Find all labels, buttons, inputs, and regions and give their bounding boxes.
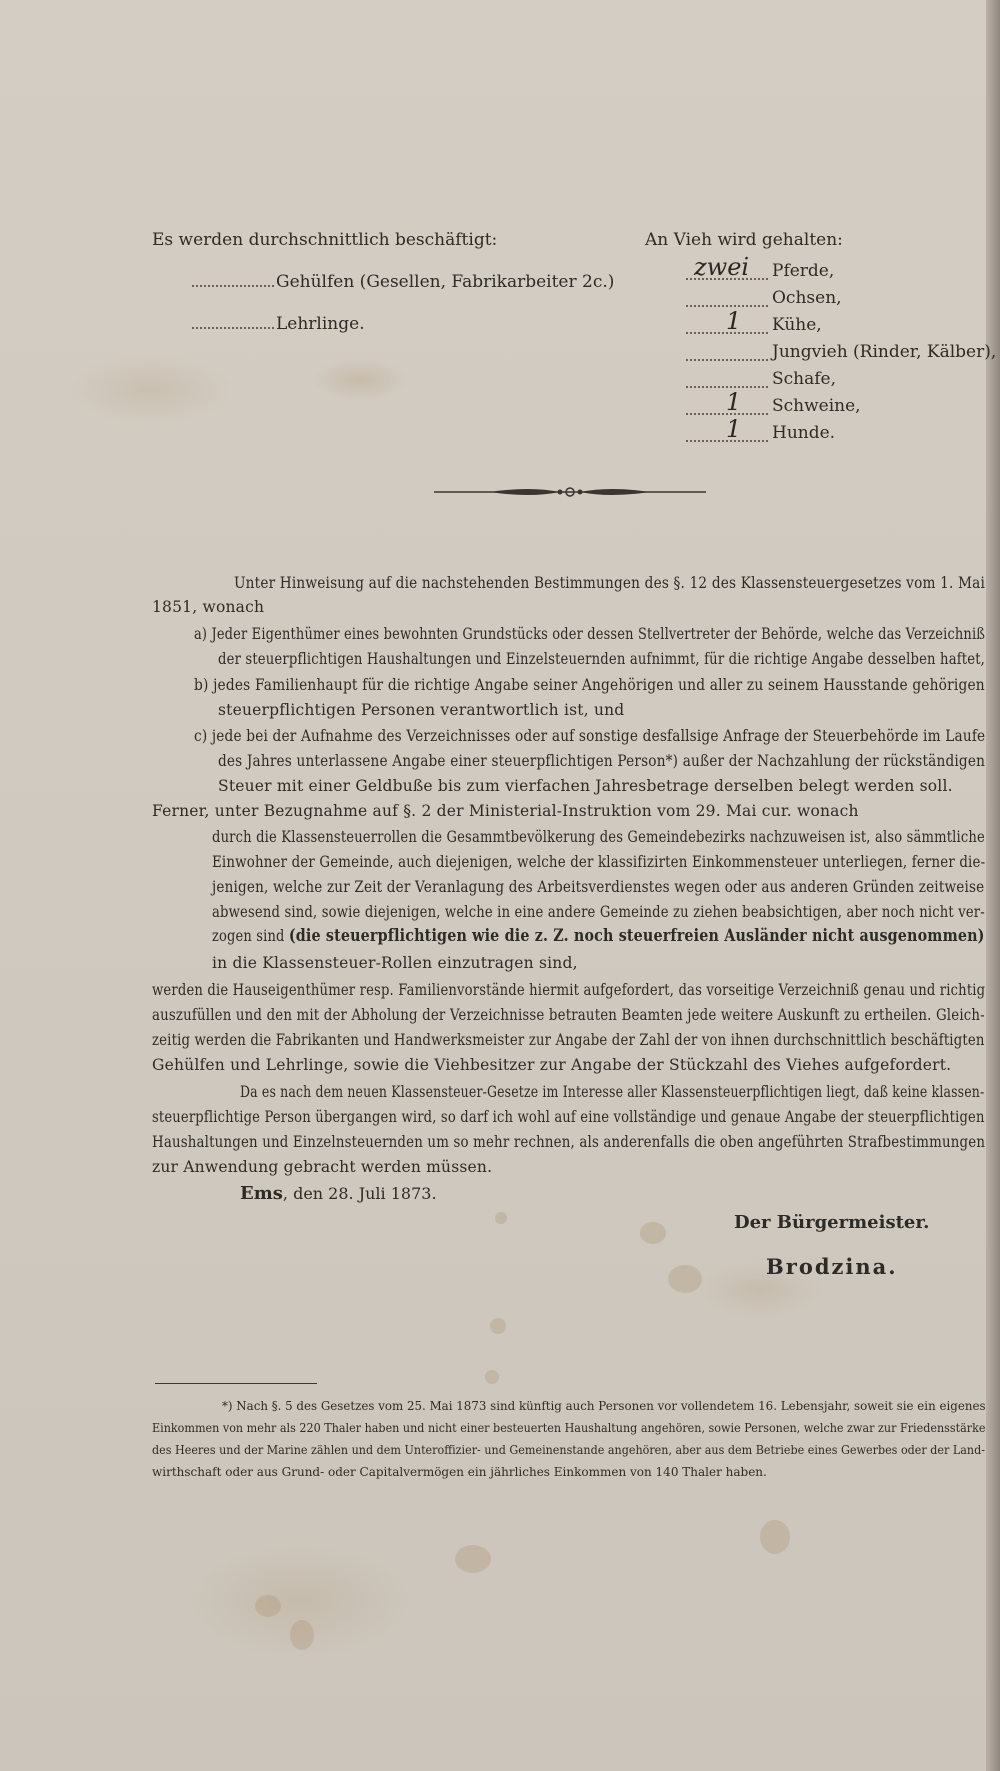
handwritten-count: 1 [726, 307, 742, 335]
closing-line-1: Da es nach dem neuen Klassensteuer-Gesetze im Interesse aller Klassensteuerpflichtigen liegt, daß keine klassen- [240, 1083, 985, 1101]
stain [668, 1265, 702, 1293]
closing-line-4: zur Anwendung gebracht werden müssen. [152, 1158, 493, 1176]
stain [495, 1212, 507, 1224]
census-line-6: in die Klassensteuer-Rollen einzutragen sind, [212, 954, 578, 972]
request-line-3: zeitig werden die Fabrikanten und Handwerksmeister zur Angabe der Zahl der von ihnen durchschnittlich beschäftigten [152, 1031, 985, 1049]
item-c-line-3: Steuer mit einer Geldbuße bis zum vierfachen Jahresbetrage derselben belegt werden soll. [218, 777, 953, 795]
request-line-2: auszufüllen und den mit der Abholung der Verzeichnisse betrauten Beamten jede weitere Auskunft zu ertheilen. Gleich- [152, 1006, 985, 1024]
employees-row-apprentices: Lehrlinge. [192, 316, 365, 333]
census-line-3: jenigen, welche zur Zeit der Veranlagung des Arbeitsverdienstes wegen oder aus anderen Gründen zeitweise [212, 878, 985, 896]
census-line-5: zogen sind (die steuerpflichtigen wie die z. Z. noch steuerfreien Ausländer nicht ausgenommen) [212, 926, 985, 946]
intro-line-1: Unter Hinweisung auf die nachstehenden Bestimmungen des §. 12 des Klassensteuergesetzes vom 1. Mai [234, 574, 986, 592]
item-c-line-2: des Jahres unterlassene Angabe einer steuerpflichtigen Person*) außer der Nachzahlung der rückständigen [218, 752, 986, 770]
item-a-line-2: der steuerpflichtigen Haushaltungen und Einzelsteuernden aufnimmt, für die richtige Angabe desselben haftet, [218, 650, 986, 668]
handwritten-count: zwei [694, 253, 750, 281]
blank-line [192, 326, 274, 329]
foreigners-emphasis: (die steuerpflichtigen wie die z. Z. noch steuerfreien Ausländer nicht ausgenommen) [288, 926, 985, 946]
blank-line [686, 358, 768, 361]
mayor-title: Der Bürgermeister. [734, 1212, 930, 1233]
item-a-line-1: a) Jeder Eigenthümer eines bewohnten Grundstücks oder dessen Stellvertreter der Behörde, welche das Verzeichniß [194, 625, 986, 643]
stain [485, 1370, 499, 1384]
stain [760, 1520, 790, 1554]
page-edge-shadow [986, 0, 1000, 1771]
further-line: Ferner, unter Bezugnahme auf §. 2 der Ministerial-Instruktion vom 29. Mai cur. wonach [152, 802, 859, 820]
handwritten-count: 1 [726, 415, 742, 443]
stain [290, 1620, 314, 1650]
stain [455, 1545, 491, 1573]
closing-line-3: Haushaltungen und Einzelnsteuernden um so mehr rechnen, als anderenfalls die oben angeführten Strafbestimmungen [152, 1133, 986, 1151]
footnote-line-4: wirthschaft oder aus Grund- oder Capitalvermögen ein jährliches Einkommen von 140 Thaler haben. [152, 1465, 767, 1479]
mayor-name: Brodzina. [766, 1254, 898, 1279]
census-line-2: Einwohner der Gemeinde, auch diejenigen, welche der klassifizirten Einkommensteuer unterliegen, ferner die- [212, 853, 986, 871]
closing-line-2: steuerpflichtige Person übergangen wird, so darf ich wohl auf eine vollständige und genaue Angabe der steuerpflichtigen [152, 1108, 985, 1126]
stain [490, 1318, 506, 1334]
footnote-line-1: *) Nach §. 5 des Gesetzes vom 25. Mai 1873 sind künftig auch Personen vor vollendetem 16. Lebensjahr, soweit sie ein eigenes [222, 1399, 986, 1413]
intro-line-2: 1851, wonach [152, 598, 265, 616]
item-b-line-2: steuerpflichtigen Personen verantwortlich ist, und [218, 701, 625, 719]
livestock-heading: An Vieh wird gehalten: [645, 230, 843, 250]
item-c-line-1: c) jede bei der Aufnahme des Verzeichnisses oder auf sonstige desfallsige Anfrage der Steuerbehörde im Laufe [194, 727, 986, 745]
footnote-line-2: Einkommen von mehr als 220 Thaler haben und nicht einer besteuerten Haushaltung angehören, sowie Personen, welche zwar zur Friedensstärke [152, 1421, 986, 1435]
request-line-1: werden die Hauseigenthümer resp. Familienvorstände hiermit aufgefordert, das vorseitige Verzeichniß genau und richtig [152, 981, 986, 999]
census-line-4: abwesend sind, sowie diejenigen, welche in eine andere Gemeinde zu ziehen beabsichtigen, aber noch nicht ver- [212, 903, 985, 921]
blank-line [192, 284, 274, 287]
document-page: Es werden durchschnittlich beschäftigt: Gehülfen (Gesellen, Fabrikarbeiter 2c.) Lehrlinge. An Vieh wird gehalten: zwei Pferde, Ochsen, 1 Kühe, Jungvieh (Rinder, Kälber), Schafe, 1 Schweine, 1 Hunde. Unter Hinweisung auf die nachstehenden Bestimmungen des §. 12 des Klassensteuergesetzes vom 1. Mai 1851, wonach a) Jeder Eigenthümer eines bewohnten Grundstücks oder dessen Stellvertreter der Behörde, welche das Verzeichniß der steuerpflichtigen Haushaltungen und Einzelsteuernden aufnimmt, für die richtige Angabe desselben haftet, b) jedes Familienhaupt für die richtige Angabe seiner Angehörigen und aller zu seinem Hausstande gehörigen steuerpflichtigen Personen verantwortlich ist, und c) jede bei der Aufnahme des Verzeichnisses oder auf sonstige desfallsige Anfrage der Steuerbehörde im Laufe des Jahres unterlassene Angabe einer steuerpflichtigen Person*) außer der Nachzahlung der rückständigen Steuer mit einer Geldbuße bis zum vierfachen Jahresbetrage derselben belegt werden soll. Ferner, unter Bezugnahme auf §. 2 der Ministerial-Instruktion vom 29. Mai cur. wonach durch die Klassensteuerrollen die Gesammtbevölkerung des Gemeindebezirks nachzuweisen ist, also sämmtliche Einwohner der Gemeinde, auch diejenigen, welche der klassifizirten Einkommensteuer unterliegen, ferner die- jenigen, welche zur Zeit der Veranlagung des Arbeitsverdienstes wegen oder aus anderen Gründen zeitweise abwesend sind, sowie diejenigen, welche in eine andere Gemeinde zu ziehen beabsichtigen, aber noch nicht ver- zogen sind (die steuerpflichtigen wie die z. Z. noch steuerfreien Ausländer nicht ausgenommen) in die Klassensteuer-Rollen einzutragen sind, werden die Hauseigenthümer resp. Familienvorstände hiermit aufgefordert, das vorseitige Verzeichniß genau und richtig auszufüllen und den mit der Abholung der Verzeichnisse betrauten Beamten jede weitere Auskunft zu ertheilen. Gleich- zeitig werden die Fabrikanten und Handwerksmeister zur Angabe der Zahl der von ihnen durchschnittlich beschäftigten Gehülfen und Lehrlinge, sowie die Viehbesitzer zur Angabe der Stückzahl des Viehes aufgefordert. Da es nach dem neuen Klassensteuer-Gesetze im Interesse aller Klassensteuerpflichtigen liegt, daß keine klassen- steuerpflichtige Person übergangen wird, so darf ich wohl auf eine vollständige und genaue Angabe der steuerpflichtigen Haushaltungen und Einzelnsteuernden um so mehr rechnen, als anderenfalls die oben angeführten Strafbestimmungen zur Anwendung gebracht werden müssen. Ems, den 28. Juli 1873. Der Bürgermeister. Brodzina. *) Nach §. 5 des Gesetzes vom 25. Mai 1873 sind künftig auch Personen vor vollendetem 16. Lebensjahr, soweit sie ein eigenes Einkommen von mehr als 220 Thaler haben und nicht einer besteuerten Haushaltung angehören, sowie Personen, welche zwar zur Friedensstärke des Heeres und der Marine zählen und dem Unteroffizier- und Gemeinenstande angehören, aber aus dem Betriebe eines Gewerbes oder der Land- wirthschaft oder aus Grund- oder Capitalvermögen ein jährliches Einkommen von 140 Thaler haben. [0, 0, 1000, 1771]
census-line-1: durch die Klassensteuerrollen die Gesammtbevölkerung des Gemeindebezirks nachzuweisen ist, also sämmtliche [212, 828, 985, 846]
place-date: Ems, den 28. Juli 1873. [240, 1183, 437, 1204]
request-line-4: Gehülfen und Lehrlinge, sowie die Viehbesitzer zur Angabe der Stückzahl des Viehes aufgefordert. [152, 1056, 952, 1074]
ornament-divider-icon [430, 482, 710, 502]
employees-row-assistants: Gehülfen (Gesellen, Fabrikarbeiter 2c.) [192, 274, 614, 291]
footnote-rule [155, 1383, 317, 1384]
footnote-line-3: des Heeres und der Marine zählen und dem Unteroffizier- und Gemeinenstande angehören, aber aus dem Betriebe eines Gewerbes oder der Land- [152, 1443, 986, 1457]
handwritten-count: 1 [726, 388, 742, 416]
item-b-line-1: b) jedes Familienhaupt für die richtige Angabe seiner Angehörigen und aller zu seinem Hausstande gehörigen [194, 676, 985, 694]
stain [255, 1595, 281, 1617]
stain [640, 1222, 666, 1244]
employees-heading: Es werden durchschnittlich beschäftigt: [152, 230, 498, 250]
